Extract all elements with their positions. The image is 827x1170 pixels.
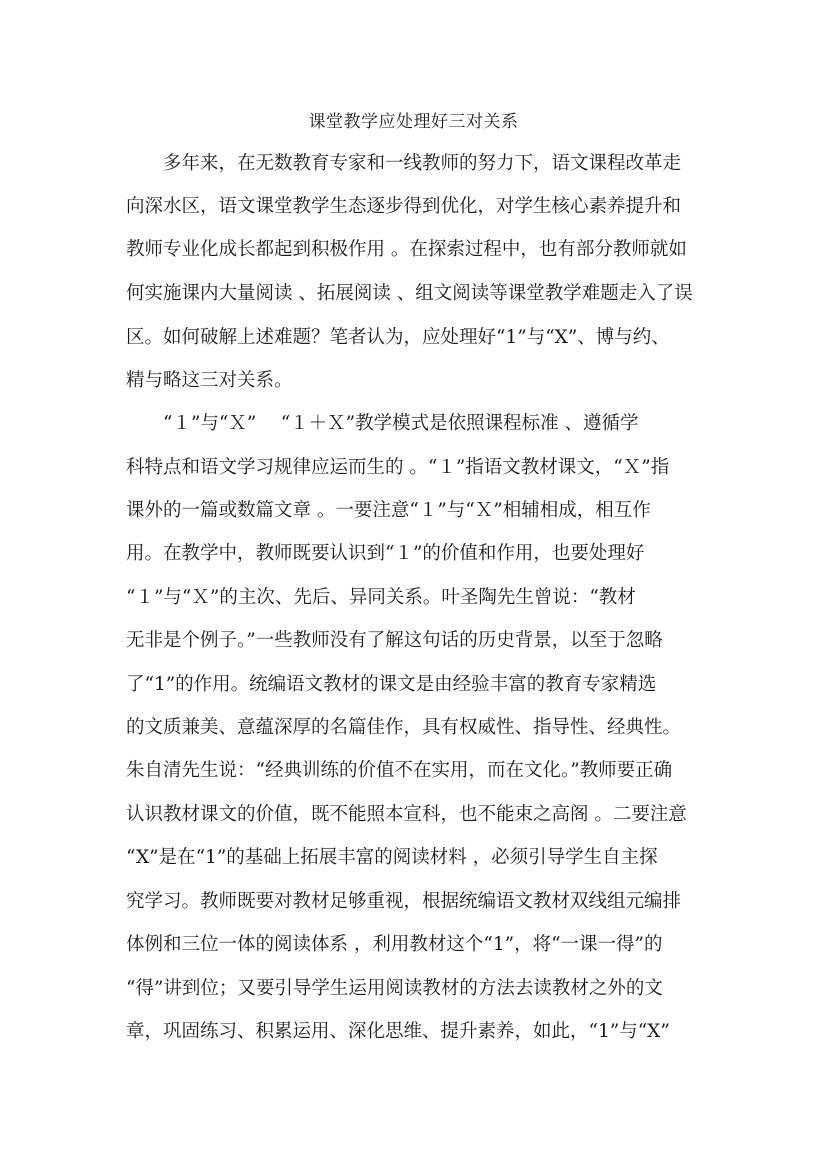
paragraph-line: 究学习。教师既要对教材足够重视，根据统编语文教材双线组元编排 bbox=[126, 891, 682, 912]
paragraph-line: 的文质兼美、意蕴深厚的名篇佳作，具有权威性、指导性、经典性。 bbox=[126, 717, 682, 738]
paragraph-line: 教师专业化成长都起到积极作用 。在探索过程中，也有部分教师就如 bbox=[126, 239, 687, 260]
document-title: 课堂教学应处理好三对关系 bbox=[308, 112, 519, 132]
paragraph-line: 朱自清先生说：“经典训练的价值不在实用，而在文化。”教师要正确 bbox=[126, 760, 673, 781]
paragraph-line: 课外的一篇或数篇文章 。一要注意“１”与“Ｘ”相辅相成，相互作 bbox=[126, 500, 651, 521]
paragraph-line: 无非是个例子。”一些教师没有了解这句话的历史背景，以至于忽略 bbox=[126, 630, 663, 651]
paragraph-line: “X”是在“1”的基础上拓展丰富的阅读材料 ，必须引导学生自主探 bbox=[126, 847, 658, 868]
paragraph-line: “得”讲到位；又要引导学生运用阅读教材的方法去读教材之外的文 bbox=[126, 978, 663, 999]
paragraph-line: 科特点和语文学习规律应运而生的 。“１”指语文教材课文，“Ｘ”指 bbox=[126, 457, 670, 478]
paragraph-line: 何实施课内大量阅读 、拓展阅读 、组文阅读等课堂教学难题走入了误 bbox=[126, 283, 693, 304]
paragraph-line: 区。如何破解上述难题？笔者认为，应处理好“1”与“X”、博与约、 bbox=[126, 327, 670, 348]
paragraph-line: 向深水区，语文课堂教学生态逐步得到优化，对学生核心素养提升和 bbox=[126, 196, 682, 217]
paragraph-line: 了“1”的作用。统编语文教材的课文是由经验丰富的教育专家精选 bbox=[126, 674, 657, 695]
paragraph-line: “１”与“Ｘ” “１＋Ｘ”教学模式是依照课程标准 、遵循学 bbox=[126, 413, 639, 434]
paragraph-line: 章，巩固练习、积累运用、深化思维、提升素养，如此，“1”与“X” bbox=[126, 1021, 670, 1042]
paragraph-line: 用。在教学中，教师既要认识到“１”的价值和作用，也要处理好 bbox=[126, 543, 645, 564]
paragraph-line: 精与略这三对关系。 bbox=[126, 370, 293, 391]
paragraph-line: “１”与“Ｘ”的主次、先后、异同关系。叶圣陶先生曾说：“教材 bbox=[126, 587, 636, 608]
paragraph-line: 体例和三位一体的阅读体系 ，利用教材这个“1”，将“一课一得”的 bbox=[126, 934, 663, 955]
paragraph-line: 认识教材课文的价值，既不能照本宣科，也不能束之高阁 。二要注意 bbox=[126, 804, 687, 825]
paragraph-line: 多年来，在无数教育专家和一线教师的努力下，语文课程改革走 bbox=[126, 153, 682, 174]
